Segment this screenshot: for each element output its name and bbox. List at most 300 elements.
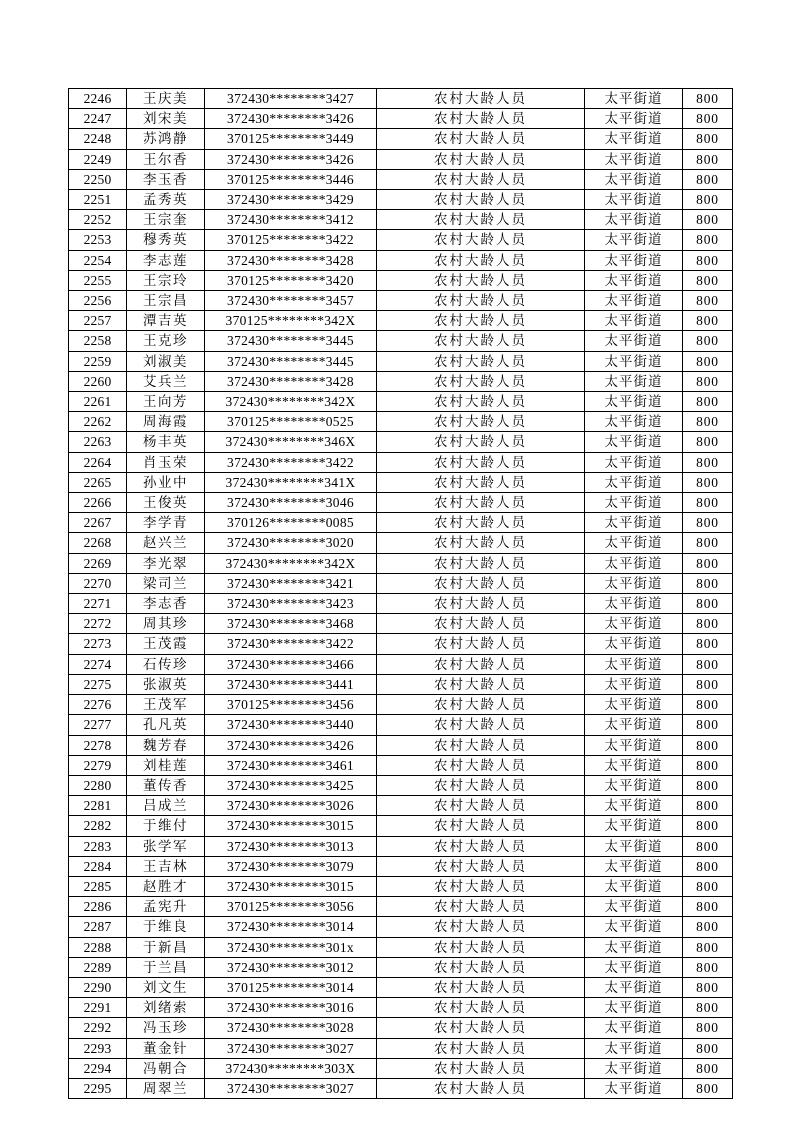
cell-street: 太平街道 <box>585 351 683 371</box>
cell-id-number: 372430********3468 <box>205 614 377 634</box>
cell-id-number: 372430********3015 <box>205 876 377 896</box>
cell-street: 太平街道 <box>585 998 683 1018</box>
cell-seq: 2258 <box>69 331 127 351</box>
cell-name: 于兰昌 <box>127 957 205 977</box>
roster-table-body <box>69 89 733 1099</box>
cell-category: 农村大龄人员 <box>377 674 585 694</box>
cell-id-number: 372430********3445 <box>205 351 377 371</box>
cell-category: 农村大龄人员 <box>377 472 585 492</box>
cell-name: 李玉香 <box>127 169 205 189</box>
cell-id-number: 372430********342X <box>205 392 377 412</box>
table-row <box>69 331 733 351</box>
cell-street: 太平街道 <box>585 250 683 270</box>
cell-street: 太平街道 <box>585 392 683 412</box>
table-row <box>69 432 733 452</box>
cell-category: 农村大龄人员 <box>377 917 585 937</box>
cell-seq: 2254 <box>69 250 127 270</box>
cell-name: 刘文生 <box>127 977 205 997</box>
cell-amount: 800 <box>683 493 733 513</box>
cell-category: 农村大龄人员 <box>377 331 585 351</box>
cell-seq: 2251 <box>69 190 127 210</box>
cell-amount: 800 <box>683 654 733 674</box>
cell-category: 农村大龄人员 <box>377 513 585 533</box>
cell-amount: 800 <box>683 755 733 775</box>
cell-amount: 800 <box>683 513 733 533</box>
cell-seq: 2282 <box>69 816 127 836</box>
cell-amount: 800 <box>683 311 733 331</box>
cell-street: 太平街道 <box>585 573 683 593</box>
table-row <box>69 493 733 513</box>
cell-id-number: 370125********3456 <box>205 695 377 715</box>
cell-name: 吕成兰 <box>127 796 205 816</box>
cell-category: 农村大龄人员 <box>377 856 585 876</box>
cell-seq: 2289 <box>69 957 127 977</box>
cell-seq: 2284 <box>69 856 127 876</box>
cell-street: 太平街道 <box>585 917 683 937</box>
cell-name: 梁司兰 <box>127 573 205 593</box>
cell-amount: 800 <box>683 1038 733 1058</box>
table-row <box>69 614 733 634</box>
cell-id-number: 370125********3014 <box>205 977 377 997</box>
cell-category: 农村大龄人员 <box>377 998 585 1018</box>
cell-name: 王俊英 <box>127 493 205 513</box>
cell-amount: 800 <box>683 594 733 614</box>
cell-name: 刘淑美 <box>127 351 205 371</box>
cell-id-number: 372430********3028 <box>205 1018 377 1038</box>
table-row <box>69 109 733 129</box>
cell-id-number: 372430********3020 <box>205 533 377 553</box>
cell-id-number: 372430********346X <box>205 432 377 452</box>
cell-street: 太平街道 <box>585 796 683 816</box>
cell-id-number: 372430********3013 <box>205 836 377 856</box>
cell-street: 太平街道 <box>585 472 683 492</box>
cell-amount: 800 <box>683 412 733 432</box>
cell-id-number: 370125********3446 <box>205 169 377 189</box>
cell-name: 李志莲 <box>127 250 205 270</box>
cell-amount: 800 <box>683 230 733 250</box>
cell-street: 太平街道 <box>585 493 683 513</box>
cell-street: 太平街道 <box>585 270 683 290</box>
table-row <box>69 250 733 270</box>
cell-street: 太平街道 <box>585 1078 683 1098</box>
cell-name: 于维良 <box>127 917 205 937</box>
cell-seq: 2252 <box>69 210 127 230</box>
cell-street: 太平街道 <box>585 957 683 977</box>
cell-id-number: 372430********3027 <box>205 1078 377 1098</box>
cell-name: 冯朝合 <box>127 1058 205 1078</box>
cell-id-number: 372430********3026 <box>205 796 377 816</box>
cell-name: 赵兴兰 <box>127 533 205 553</box>
table-row <box>69 351 733 371</box>
cell-seq: 2279 <box>69 755 127 775</box>
cell-seq: 2295 <box>69 1078 127 1098</box>
table-row <box>69 856 733 876</box>
cell-amount: 800 <box>683 917 733 937</box>
cell-category: 农村大龄人员 <box>377 1038 585 1058</box>
cell-category: 农村大龄人员 <box>377 351 585 371</box>
cell-name: 孟秀英 <box>127 190 205 210</box>
cell-amount: 800 <box>683 553 733 573</box>
cell-id-number: 372430********342X <box>205 553 377 573</box>
cell-seq: 2268 <box>69 533 127 553</box>
cell-street: 太平街道 <box>585 533 683 553</box>
cell-id-number: 372430********3428 <box>205 250 377 270</box>
cell-street: 太平街道 <box>585 210 683 230</box>
cell-amount: 800 <box>683 210 733 230</box>
cell-seq: 2257 <box>69 311 127 331</box>
cell-amount: 800 <box>683 715 733 735</box>
cell-name: 王庆美 <box>127 89 205 109</box>
cell-street: 太平街道 <box>585 109 683 129</box>
cell-seq: 2265 <box>69 472 127 492</box>
cell-name: 李志香 <box>127 594 205 614</box>
cell-amount: 800 <box>683 1078 733 1098</box>
table-row <box>69 533 733 553</box>
cell-category: 农村大龄人员 <box>377 190 585 210</box>
cell-street: 太平街道 <box>585 735 683 755</box>
cell-seq: 2273 <box>69 634 127 654</box>
cell-name: 石传珍 <box>127 654 205 674</box>
cell-amount: 800 <box>683 897 733 917</box>
cell-id-number: 372430********3012 <box>205 957 377 977</box>
cell-amount: 800 <box>683 291 733 311</box>
cell-seq: 2270 <box>69 573 127 593</box>
cell-street: 太平街道 <box>585 412 683 432</box>
cell-category: 农村大龄人员 <box>377 250 585 270</box>
cell-category: 农村大龄人员 <box>377 169 585 189</box>
cell-seq: 2248 <box>69 129 127 149</box>
cell-name: 李光翠 <box>127 553 205 573</box>
cell-seq: 2271 <box>69 594 127 614</box>
cell-name: 魏芳春 <box>127 735 205 755</box>
cell-seq: 2281 <box>69 796 127 816</box>
cell-street: 太平街道 <box>585 755 683 775</box>
cell-street: 太平街道 <box>585 614 683 634</box>
table-row <box>69 89 733 109</box>
cell-street: 太平街道 <box>585 1038 683 1058</box>
cell-amount: 800 <box>683 735 733 755</box>
table-row <box>69 876 733 896</box>
cell-street: 太平街道 <box>585 331 683 351</box>
cell-name: 王茂霞 <box>127 634 205 654</box>
cell-id-number: 372430********3426 <box>205 149 377 169</box>
cell-seq: 2266 <box>69 493 127 513</box>
cell-id-number: 370125********3056 <box>205 897 377 917</box>
cell-name: 王茂军 <box>127 695 205 715</box>
cell-category: 农村大龄人员 <box>377 594 585 614</box>
cell-id-number: 372430********3027 <box>205 1038 377 1058</box>
cell-amount: 800 <box>683 472 733 492</box>
cell-category: 农村大龄人员 <box>377 533 585 553</box>
cell-amount: 800 <box>683 573 733 593</box>
cell-amount: 800 <box>683 957 733 977</box>
table-row <box>69 1018 733 1038</box>
cell-name: 王宗奎 <box>127 210 205 230</box>
cell-amount: 800 <box>683 109 733 129</box>
cell-id-number: 372430********3466 <box>205 654 377 674</box>
cell-id-number: 372430********3441 <box>205 674 377 694</box>
cell-category: 农村大龄人员 <box>377 573 585 593</box>
cell-street: 太平街道 <box>585 634 683 654</box>
cell-id-number: 372430********303X <box>205 1058 377 1078</box>
cell-id-number: 370125********3449 <box>205 129 377 149</box>
cell-id-number: 372430********3426 <box>205 735 377 755</box>
table-row <box>69 412 733 432</box>
cell-street: 太平街道 <box>585 230 683 250</box>
cell-category: 农村大龄人员 <box>377 1018 585 1038</box>
roster-table-container <box>68 88 732 1099</box>
cell-id-number: 372430********3429 <box>205 190 377 210</box>
table-row <box>69 1058 733 1078</box>
cell-seq: 2288 <box>69 937 127 957</box>
cell-category: 农村大龄人员 <box>377 412 585 432</box>
cell-id-number: 372430********3422 <box>205 452 377 472</box>
table-row <box>69 796 733 816</box>
cell-category: 农村大龄人员 <box>377 452 585 472</box>
cell-category: 农村大龄人员 <box>377 553 585 573</box>
cell-seq: 2287 <box>69 917 127 937</box>
cell-category: 农村大龄人员 <box>377 816 585 836</box>
cell-street: 太平街道 <box>585 715 683 735</box>
cell-id-number: 372430********3079 <box>205 856 377 876</box>
cell-category: 农村大龄人员 <box>377 311 585 331</box>
cell-name: 王克珍 <box>127 331 205 351</box>
cell-category: 农村大龄人员 <box>377 614 585 634</box>
cell-street: 太平街道 <box>585 513 683 533</box>
cell-id-number: 372430********3427 <box>205 89 377 109</box>
cell-street: 太平街道 <box>585 695 683 715</box>
table-row <box>69 715 733 735</box>
cell-street: 太平街道 <box>585 553 683 573</box>
cell-seq: 2263 <box>69 432 127 452</box>
cell-amount: 800 <box>683 89 733 109</box>
cell-amount: 800 <box>683 1018 733 1038</box>
table-row <box>69 573 733 593</box>
cell-seq: 2285 <box>69 876 127 896</box>
cell-amount: 800 <box>683 937 733 957</box>
cell-category: 农村大龄人员 <box>377 836 585 856</box>
table-row <box>69 149 733 169</box>
cell-amount: 800 <box>683 695 733 715</box>
table-row <box>69 392 733 412</box>
cell-seq: 2274 <box>69 654 127 674</box>
cell-amount: 800 <box>683 250 733 270</box>
cell-name: 王尔香 <box>127 149 205 169</box>
cell-category: 农村大龄人员 <box>377 230 585 250</box>
cell-category: 农村大龄人员 <box>377 735 585 755</box>
cell-name: 艾兵兰 <box>127 371 205 391</box>
cell-street: 太平街道 <box>585 654 683 674</box>
cell-amount: 800 <box>683 614 733 634</box>
table-row <box>69 634 733 654</box>
cell-name: 王宗昌 <box>127 291 205 311</box>
table-row <box>69 553 733 573</box>
cell-category: 农村大龄人员 <box>377 634 585 654</box>
cell-seq: 2260 <box>69 371 127 391</box>
cell-street: 太平街道 <box>585 169 683 189</box>
cell-id-number: 372430********3426 <box>205 109 377 129</box>
cell-seq: 2278 <box>69 735 127 755</box>
table-row <box>69 291 733 311</box>
cell-seq: 2290 <box>69 977 127 997</box>
cell-id-number: 372430********3423 <box>205 594 377 614</box>
cell-amount: 800 <box>683 129 733 149</box>
cell-street: 太平街道 <box>585 1018 683 1038</box>
cell-amount: 800 <box>683 351 733 371</box>
cell-street: 太平街道 <box>585 897 683 917</box>
cell-amount: 800 <box>683 270 733 290</box>
cell-amount: 800 <box>683 149 733 169</box>
cell-amount: 800 <box>683 169 733 189</box>
cell-id-number: 370125********3420 <box>205 270 377 290</box>
cell-street: 太平街道 <box>585 836 683 856</box>
cell-category: 农村大龄人员 <box>377 654 585 674</box>
cell-name: 杨丰英 <box>127 432 205 452</box>
cell-seq: 2253 <box>69 230 127 250</box>
cell-category: 农村大龄人员 <box>377 775 585 795</box>
cell-name: 苏鸿静 <box>127 129 205 149</box>
cell-street: 太平街道 <box>585 452 683 472</box>
cell-amount: 800 <box>683 634 733 654</box>
table-row <box>69 917 733 937</box>
cell-id-number: 372430********3421 <box>205 573 377 593</box>
cell-id-number: 370125********342X <box>205 311 377 331</box>
cell-street: 太平街道 <box>585 856 683 876</box>
cell-id-number: 372430********3412 <box>205 210 377 230</box>
table-row <box>69 311 733 331</box>
table-row <box>69 735 733 755</box>
cell-seq: 2280 <box>69 775 127 795</box>
table-row <box>69 230 733 250</box>
cell-amount: 800 <box>683 432 733 452</box>
cell-id-number: 370126********0085 <box>205 513 377 533</box>
cell-id-number: 372430********3445 <box>205 331 377 351</box>
cell-name: 冯玉珍 <box>127 1018 205 1038</box>
cell-id-number: 370125********0525 <box>205 412 377 432</box>
table-row <box>69 775 733 795</box>
cell-name: 董金针 <box>127 1038 205 1058</box>
cell-amount: 800 <box>683 796 733 816</box>
cell-amount: 800 <box>683 452 733 472</box>
cell-amount: 800 <box>683 190 733 210</box>
table-row <box>69 998 733 1018</box>
cell-category: 农村大龄人员 <box>377 210 585 230</box>
cell-id-number: 372430********3457 <box>205 291 377 311</box>
cell-street: 太平街道 <box>585 129 683 149</box>
cell-category: 农村大龄人员 <box>377 392 585 412</box>
cell-category: 农村大龄人员 <box>377 715 585 735</box>
cell-category: 农村大龄人员 <box>377 109 585 129</box>
cell-name: 周海霞 <box>127 412 205 432</box>
roster-table <box>68 88 733 1099</box>
cell-amount: 800 <box>683 1058 733 1078</box>
cell-amount: 800 <box>683 876 733 896</box>
cell-category: 农村大龄人员 <box>377 977 585 997</box>
cell-name: 潭吉英 <box>127 311 205 331</box>
cell-amount: 800 <box>683 856 733 876</box>
cell-name: 于维付 <box>127 816 205 836</box>
table-row <box>69 695 733 715</box>
cell-category: 农村大龄人员 <box>377 1078 585 1098</box>
cell-name: 李学青 <box>127 513 205 533</box>
cell-seq: 2277 <box>69 715 127 735</box>
cell-id-number: 372430********3461 <box>205 755 377 775</box>
cell-street: 太平街道 <box>585 876 683 896</box>
cell-name: 肖玉荣 <box>127 452 205 472</box>
cell-seq: 2262 <box>69 412 127 432</box>
cell-seq: 2267 <box>69 513 127 533</box>
cell-seq: 2292 <box>69 1018 127 1038</box>
cell-id-number: 372430********3014 <box>205 917 377 937</box>
cell-name: 董传香 <box>127 775 205 795</box>
cell-street: 太平街道 <box>585 291 683 311</box>
cell-street: 太平街道 <box>585 89 683 109</box>
cell-seq: 2269 <box>69 553 127 573</box>
cell-street: 太平街道 <box>585 149 683 169</box>
cell-category: 农村大龄人员 <box>377 89 585 109</box>
cell-name: 穆秀英 <box>127 230 205 250</box>
cell-category: 农村大龄人员 <box>377 371 585 391</box>
table-row <box>69 755 733 775</box>
cell-seq: 2247 <box>69 109 127 129</box>
cell-street: 太平街道 <box>585 594 683 614</box>
cell-street: 太平街道 <box>585 816 683 836</box>
table-row <box>69 190 733 210</box>
cell-seq: 2255 <box>69 270 127 290</box>
cell-street: 太平街道 <box>585 371 683 391</box>
cell-category: 农村大龄人员 <box>377 957 585 977</box>
cell-street: 太平街道 <box>585 1058 683 1078</box>
table-row <box>69 937 733 957</box>
table-row <box>69 957 733 977</box>
cell-street: 太平街道 <box>585 937 683 957</box>
cell-amount: 800 <box>683 674 733 694</box>
table-row <box>69 210 733 230</box>
cell-id-number: 372430********3440 <box>205 715 377 735</box>
cell-seq: 2250 <box>69 169 127 189</box>
cell-amount: 800 <box>683 998 733 1018</box>
cell-category: 农村大龄人员 <box>377 149 585 169</box>
cell-street: 太平街道 <box>585 432 683 452</box>
cell-id-number: 372430********341X <box>205 472 377 492</box>
cell-street: 太平街道 <box>585 977 683 997</box>
table-row <box>69 1078 733 1098</box>
cell-amount: 800 <box>683 816 733 836</box>
table-row <box>69 977 733 997</box>
cell-seq: 2276 <box>69 695 127 715</box>
cell-id-number: 372430********301x <box>205 937 377 957</box>
cell-category: 农村大龄人员 <box>377 937 585 957</box>
cell-category: 农村大龄人员 <box>377 129 585 149</box>
cell-name: 王向芳 <box>127 392 205 412</box>
cell-seq: 2272 <box>69 614 127 634</box>
cell-seq: 2275 <box>69 674 127 694</box>
table-row <box>69 169 733 189</box>
cell-name: 赵胜才 <box>127 876 205 896</box>
cell-name: 孔凡英 <box>127 715 205 735</box>
cell-id-number: 372430********3016 <box>205 998 377 1018</box>
cell-name: 孙业中 <box>127 472 205 492</box>
cell-seq: 2246 <box>69 89 127 109</box>
cell-seq: 2256 <box>69 291 127 311</box>
cell-amount: 800 <box>683 836 733 856</box>
cell-category: 农村大龄人员 <box>377 695 585 715</box>
cell-category: 农村大龄人员 <box>377 291 585 311</box>
cell-street: 太平街道 <box>585 311 683 331</box>
cell-street: 太平街道 <box>585 190 683 210</box>
cell-amount: 800 <box>683 775 733 795</box>
table-row <box>69 371 733 391</box>
